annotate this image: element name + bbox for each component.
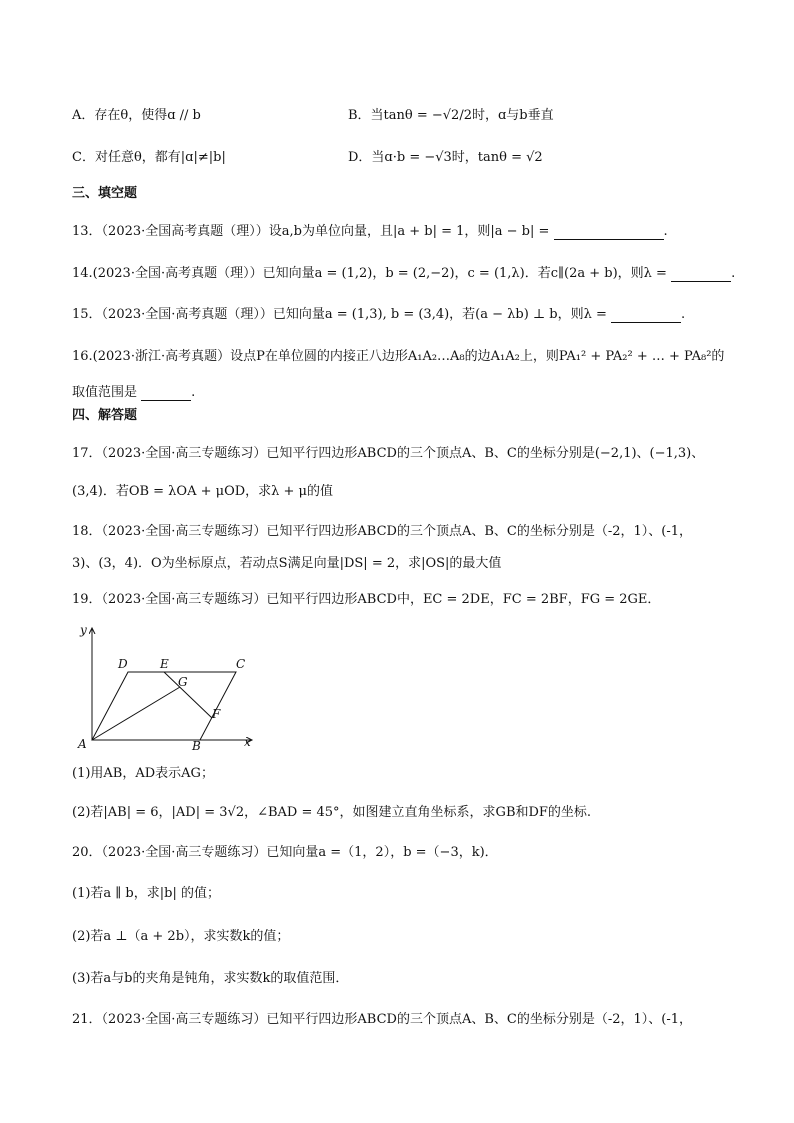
- parallelogram-figure: [70, 622, 270, 752]
- label-x: x: [244, 735, 251, 749]
- answer-blank-16: [141, 388, 191, 401]
- option-a: A．存在θ，使得ɑ // b: [72, 108, 201, 123]
- question-21-line1: 21．（2023·全国·高三专题练习）已知平行四边形ABCD的三个顶点A、B、C的坐标分别是（-2，1）、(-1，: [72, 1012, 693, 1027]
- option-d: D．当ɑ·b = −√3时，tanθ = √2: [348, 150, 543, 165]
- label-g: G: [178, 675, 188, 689]
- parallelogram-abcd: [92, 672, 236, 740]
- segment-ag: [92, 687, 180, 740]
- option-b: B．当tanθ = −√2/2时，ɑ与b垂直: [348, 108, 554, 123]
- answer-blank-13: [554, 227, 664, 240]
- question-20: 20．（2023·全国·高三专题练习）已知向量a =（1，2），b =（−3，k)．: [72, 845, 498, 860]
- question-17-line2: (3,4)．若OB = λOA + μOD，求λ + μ的值: [72, 484, 334, 499]
- label-y: y: [80, 623, 87, 637]
- section-solutions: 四、解答题: [72, 408, 138, 423]
- question-18-line2: 3)、(3，4)．O为坐标原点，若动点S满足向量|DS| = 2，求|OS|的最大值: [72, 556, 502, 571]
- section-fill-in: 三、填空题: [72, 186, 138, 201]
- question-13-text: 13．（2023·全国高考真题（理））设a,b为单位向量，且|a + b| = 1，则|a − b| =: [72, 224, 550, 239]
- label-e: E: [160, 657, 169, 671]
- question-14-text: 14.(2023·全国·高考真题（理））已知向量a = (1,2)，b = (2,−2)，c = (1,λ)．若c∥(2a + b)，则λ =: [72, 266, 667, 281]
- answer-blank-14: [671, 269, 731, 282]
- option-c: C．对任意θ，都有|ɑ|≠|b|: [72, 150, 226, 165]
- question-20-part3: (3)若a与b的夹角是钝角，求实数k的取值范围．: [72, 971, 349, 986]
- label-a: A: [78, 737, 87, 751]
- label-b: B: [192, 739, 201, 752]
- label-f: F: [212, 707, 221, 721]
- question-17-line1: 17．（2023·全国·高三专题练习）已知平行四边形ABCD的三个顶点A、B、C的坐标分别是(−2,1)、(−1,3)、: [72, 446, 705, 461]
- question-16-line1: 16.(2023·浙江·高考真题）设点P在单位圆的内接正八边形A₁A₂…A₈的边A₁A₂上，则PA₁² + PA₂² + … + PA₈²的: [72, 349, 725, 364]
- question-20-part1: (1)若a ∥ b，求|b| 的值；: [72, 886, 220, 901]
- question-15: 15．（2023·全国·高考真题（理））已知向量a = (1,3), b = (3,4)，若(a − λb) ⊥ b，则λ = .: [72, 307, 686, 322]
- label-c: C: [236, 657, 246, 671]
- question-19-part2: (2)若|AB| = 6，|AD| = 3√2，∠BAD = 45°，如图建立直角坐标系，求GB和DF的坐标.: [72, 805, 592, 820]
- question-19-part1: (1)用AB，AD表示AG；: [72, 766, 214, 781]
- question-18-line1: 18．（2023·全国·高三专题练习）已知平行四边形ABCD的三个顶点A、B、C的坐标分别是（-2，1）、(-1，: [72, 524, 693, 539]
- question-14: 14.(2023·全国·高考真题（理））已知向量a = (1,2)，b = (2,−2)，c = (1,λ)．若c∥(2a + b)，则λ = .: [72, 266, 736, 281]
- question-19: 19．（2023·全国·高三专题练习）已知平行四边形ABCD中，EC = 2DE，FC = 2BF，FG = 2GE．: [72, 592, 661, 607]
- answer-blank-15: [611, 310, 681, 323]
- question-16-text: 取值范围是: [72, 385, 138, 400]
- question-13: 13．（2023·全国高考真题（理））设a,b为单位向量，且|a + b| = 1，则|a − b| = .: [72, 224, 668, 239]
- question-20-part2: (2)若a ⊥（a + 2b），求实数k的值；: [72, 929, 290, 944]
- question-16-line2: 取值范围是 .: [72, 385, 196, 400]
- label-d: D: [118, 657, 128, 671]
- question-15-text: 15．（2023·全国·高考真题（理））已知向量a = (1,3), b = (3,4)，若(a − λb) ⊥ b，则λ =: [72, 307, 607, 322]
- segment-ef: [164, 672, 212, 718]
